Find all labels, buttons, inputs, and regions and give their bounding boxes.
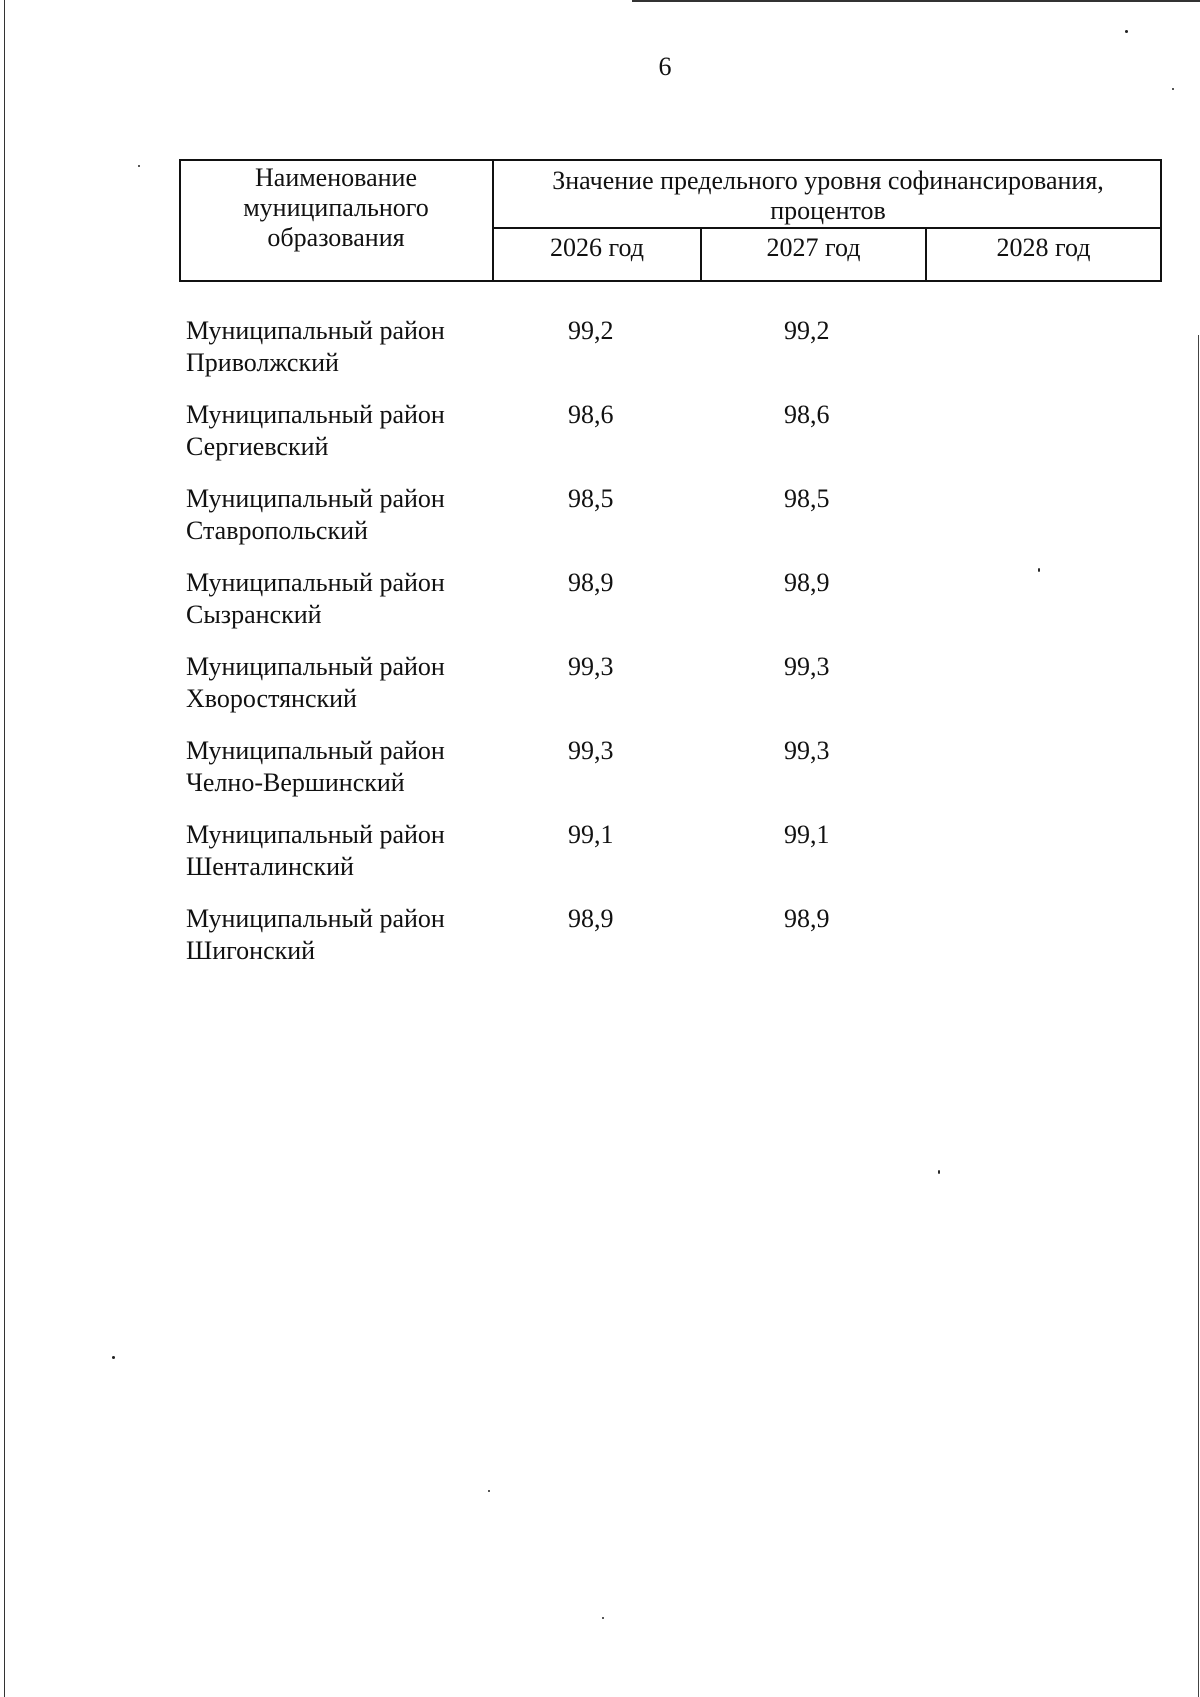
scan-speck [602, 1617, 604, 1619]
row-municipality [186, 651, 506, 715]
row-value-2026: 98,9 [568, 568, 614, 597]
row-municipality-type: Муниципальный район [186, 316, 445, 345]
row-value-2026: 98,9 [568, 904, 614, 933]
row-value-2026: 99,1 [568, 820, 614, 849]
row-municipality [186, 819, 506, 883]
table-row [186, 903, 1146, 973]
row-municipality-type: Муниципальный район [186, 736, 445, 765]
scan-speck [488, 1490, 490, 1492]
row-municipality-type: Муниципальный район [186, 568, 445, 597]
row-value-2026: 98,5 [568, 484, 614, 513]
scan-speck [138, 165, 140, 167]
row-municipality-name: Челно-Вершинский [186, 768, 405, 797]
row-municipality [186, 399, 506, 463]
table-header [179, 159, 1162, 282]
row-municipality-type: Муниципальный район [186, 652, 445, 681]
table-row [186, 399, 1146, 469]
scan-edge-top [632, 0, 1200, 2]
header-year-2028: 2028 год [996, 233, 1091, 262]
row-municipality-type: Муниципальный район [186, 484, 445, 513]
row-municipality-type: Муниципальный район [186, 904, 445, 933]
row-municipality [186, 315, 506, 379]
scan-speck [112, 1356, 115, 1359]
row-municipality-type: Муниципальный район [186, 820, 445, 849]
row-value-2026: 99,3 [568, 736, 614, 765]
header-year-2026: 2026 год [550, 233, 644, 262]
header-name-column: Наименование муниципального образования [243, 163, 429, 252]
row-municipality-name: Шенталинский [186, 852, 354, 881]
row-municipality-name: Ставропольский [186, 516, 368, 545]
row-value-2027: 99,2 [784, 316, 830, 345]
page-number: 6 [658, 52, 672, 81]
row-value-2027: 98,9 [784, 904, 830, 933]
scan-speck [1125, 30, 1128, 33]
row-value-2027: 99,3 [784, 736, 830, 765]
scan-speck [1172, 88, 1174, 90]
row-municipality [186, 483, 506, 547]
row-municipality-name: Сергиевский [186, 432, 329, 461]
row-municipality-name: Сызранский [186, 600, 322, 629]
table-row [186, 315, 1146, 385]
row-municipality-name: Шигонский [186, 936, 316, 965]
row-municipality [186, 903, 506, 967]
row-value-2027: 98,6 [784, 400, 830, 429]
row-value-2026: 98,6 [568, 400, 614, 429]
header-year-2027: 2027 год [766, 233, 861, 262]
table-row [186, 735, 1146, 805]
header-divider [492, 227, 1160, 229]
row-value-2027: 99,1 [784, 820, 830, 849]
row-value-2026: 99,3 [568, 652, 614, 681]
table-row [186, 483, 1146, 553]
table-row [186, 819, 1146, 889]
row-value-2027: 99,3 [784, 652, 830, 681]
scan-edge-left [4, 0, 5, 1697]
scan-edge-right [1198, 335, 1199, 1697]
row-municipality [186, 567, 506, 631]
row-value-2026: 99,2 [568, 316, 614, 345]
scan-speck [938, 1170, 940, 1174]
row-value-2027: 98,5 [784, 484, 830, 513]
row-municipality [186, 735, 506, 799]
row-municipality-name: Хворостянский [186, 684, 357, 713]
row-municipality-name: Приволжский [186, 348, 339, 377]
header-value-group: Значение предельного уровня софинансирования, процентов [552, 166, 1104, 225]
row-value-2027: 98,9 [784, 568, 830, 597]
table-row [186, 651, 1146, 721]
row-municipality-type: Муниципальный район [186, 400, 445, 429]
table-row [186, 567, 1146, 637]
